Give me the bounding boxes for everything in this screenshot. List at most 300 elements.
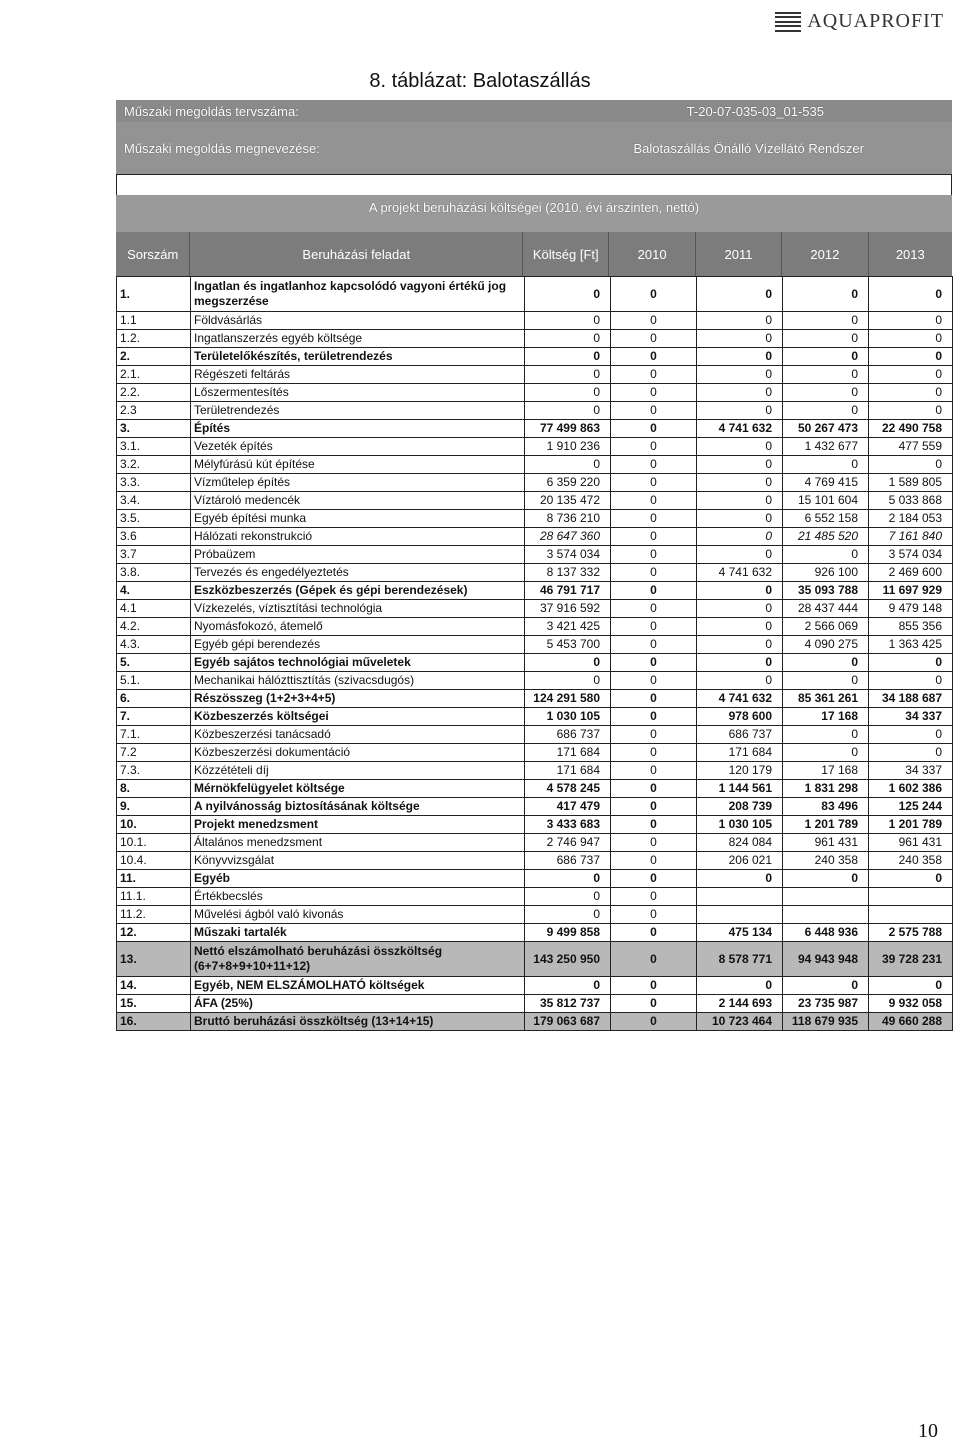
row-number: 7.2: [117, 744, 191, 762]
row-cost: 3 433 683: [525, 816, 611, 834]
row-2012: 1 831 298: [783, 780, 869, 798]
row-task: Egyéb: [191, 870, 525, 888]
row-task: Próbaüzem: [191, 546, 525, 564]
row-2012: 0: [783, 312, 869, 330]
row-task: Hálózati rekonstrukció: [191, 528, 525, 546]
row-2012: 240 358: [783, 852, 869, 870]
row-2012: 961 431: [783, 834, 869, 852]
table-row: [117, 384, 953, 402]
costs-title-bar: [116, 195, 952, 232]
row-task: Projekt menedzsment: [191, 816, 525, 834]
row-number: 1.1: [117, 312, 191, 330]
row-2013: 1 201 789: [869, 816, 953, 834]
row-2011: 208 739: [697, 798, 783, 816]
row-cost: 0: [525, 977, 611, 995]
row-2010: 0: [611, 924, 697, 942]
row-cost: 46 791 717: [525, 582, 611, 600]
row-2012: 4 769 415: [783, 474, 869, 492]
table-row: [117, 564, 953, 582]
table-row: [117, 312, 953, 330]
row-2013: 22 490 758: [869, 420, 953, 438]
row-task: Területrendezés: [191, 402, 525, 420]
row-cost: 124 291 580: [525, 690, 611, 708]
row-2012: 21 485 520: [783, 528, 869, 546]
row-task: Vezeték építés: [191, 438, 525, 456]
row-cost: 0: [525, 672, 611, 690]
row-2011: 4 741 632: [697, 420, 783, 438]
row-2013: 125 244: [869, 798, 953, 816]
table-row: [117, 744, 953, 762]
row-2011: 120 179: [697, 762, 783, 780]
row-2010: 0: [611, 995, 697, 1013]
row-task: Közzétételi díj: [191, 762, 525, 780]
row-task: Bruttó beruházási összköltség (13+14+15): [191, 1013, 525, 1031]
row-2013: 0: [869, 277, 953, 312]
row-2011: 171 684: [697, 744, 783, 762]
row-2010: 0: [611, 942, 697, 977]
row-cost: 3 574 034: [525, 546, 611, 564]
row-cost: 8 736 210: [525, 510, 611, 528]
row-2013: 0: [869, 384, 953, 402]
row-2013: 0: [869, 870, 953, 888]
row-2011: 0: [697, 277, 783, 312]
row-cost: 3 421 425: [525, 618, 611, 636]
row-cost: 0: [525, 312, 611, 330]
row-2010: 0: [611, 726, 697, 744]
row-2013: 855 356: [869, 618, 953, 636]
row-2013: 39 728 231: [869, 942, 953, 977]
row-2011: 4 741 632: [697, 564, 783, 582]
row-task: Mechanikai hálózttisztítás (szivacsdugós): [191, 672, 525, 690]
row-2013: 1 363 425: [869, 636, 953, 654]
row-2013: 0: [869, 402, 953, 420]
row-cost: 4 578 245: [525, 780, 611, 798]
table-row: [117, 816, 953, 834]
row-number: 4.2.: [117, 618, 191, 636]
row-cost: 0: [525, 654, 611, 672]
row-number: 3.4.: [117, 492, 191, 510]
table-row: [117, 330, 953, 348]
row-2013: 1 602 386: [869, 780, 953, 798]
row-2010: 0: [611, 798, 697, 816]
table-row: [117, 924, 953, 942]
row-2013: 961 431: [869, 834, 953, 852]
row-number: 12.: [117, 924, 191, 942]
row-2012: 1 432 677: [783, 438, 869, 456]
table-row: [117, 348, 953, 366]
row-number: 11.1.: [117, 888, 191, 906]
row-2013: 1 589 805: [869, 474, 953, 492]
row-2010: 0: [611, 420, 697, 438]
row-cost: 0: [525, 384, 611, 402]
row-task: Eszközbeszerzés (Gépek és gépi berendezések): [191, 582, 525, 600]
row-number: 4.1: [117, 600, 191, 618]
row-cost: 0: [525, 906, 611, 924]
table-row: [117, 834, 953, 852]
row-task: Tervezés és engedélyeztetés: [191, 564, 525, 582]
row-2012: 17 168: [783, 708, 869, 726]
row-2012: 2 566 069: [783, 618, 869, 636]
page-number: 10: [918, 1420, 938, 1442]
row-task: Művelési ágból való kivonás: [191, 906, 525, 924]
row-task: ÁFA (25%): [191, 995, 525, 1013]
row-2011: 0: [697, 528, 783, 546]
row-2011: 0: [697, 492, 783, 510]
row-2011: 0: [697, 456, 783, 474]
row-2010: 0: [611, 816, 697, 834]
row-2011: 0: [697, 870, 783, 888]
blank-row: [116, 174, 952, 195]
row-2010: 0: [611, 870, 697, 888]
row-number: 10.1.: [117, 834, 191, 852]
table-row: [117, 672, 953, 690]
row-2013: 0: [869, 977, 953, 995]
row-number: 14.: [117, 977, 191, 995]
row-task: Vízműtelep építés: [191, 474, 525, 492]
row-task: Általános menedzsment: [191, 834, 525, 852]
row-2011: 4 741 632: [697, 690, 783, 708]
row-2010: 0: [611, 888, 697, 906]
table-row: [117, 852, 953, 870]
table-row: [117, 708, 953, 726]
row-2012: 35 093 788: [783, 582, 869, 600]
row-task: Közbeszerzési tanácsadó: [191, 726, 525, 744]
row-cost: 1 910 236: [525, 438, 611, 456]
row-number: 3.5.: [117, 510, 191, 528]
row-2012: 17 168: [783, 762, 869, 780]
row-2010: 0: [611, 834, 697, 852]
page-title: 8. táblázat: Balotaszállás: [369, 70, 591, 92]
table-row: [117, 726, 953, 744]
row-2010: 0: [611, 744, 697, 762]
row-cost: 28 647 360: [525, 528, 611, 546]
plan-value: T-20-07-035-03_01-535: [686, 103, 824, 119]
row-number: 5.1.: [117, 672, 191, 690]
row-2013: 0: [869, 312, 953, 330]
row-2013: 34 337: [869, 708, 953, 726]
table-row: [117, 420, 953, 438]
row-2013: 5 033 868: [869, 492, 953, 510]
row-task: Területelőkészítés, területrendezés: [191, 348, 525, 366]
plan-number-bar: [116, 100, 952, 122]
row-cost: 0: [525, 870, 611, 888]
row-number: 15.: [117, 995, 191, 1013]
row-2011: 0: [697, 402, 783, 420]
row-2012: 0: [783, 726, 869, 744]
row-2013: 2 469 600: [869, 564, 953, 582]
row-task: Régészeti feltárás: [191, 366, 525, 384]
col-header-number: Sorszám: [116, 232, 190, 276]
table-row: [117, 762, 953, 780]
row-2011: 206 021: [697, 852, 783, 870]
table-row: [117, 402, 953, 420]
table-row: [117, 546, 953, 564]
row-task: Nettó elszámolható beruházási összköltség (6+7+8+9+10+11+12): [191, 942, 525, 977]
row-2013: 3 574 034: [869, 546, 953, 564]
row-2010: 0: [611, 456, 697, 474]
table-row: [117, 277, 953, 312]
row-2013: 9 479 148: [869, 600, 953, 618]
row-number: 4.: [117, 582, 191, 600]
row-2010: 0: [611, 708, 697, 726]
table-row: [117, 870, 953, 888]
row-2010: 0: [611, 384, 697, 402]
row-2013: 11 697 929: [869, 582, 953, 600]
row-2013: 34 337: [869, 762, 953, 780]
row-task: Ingatlan és ingatlanhoz kapcsolódó vagyoni értékű jog megszerzése: [191, 277, 525, 312]
row-2010: 0: [611, 672, 697, 690]
row-2010: 0: [611, 528, 697, 546]
row-2011: 0: [697, 582, 783, 600]
row-2011: 0: [697, 636, 783, 654]
table-row: [117, 654, 953, 672]
row-2012: 0: [783, 654, 869, 672]
row-2012: 0: [783, 672, 869, 690]
row-number: 10.: [117, 816, 191, 834]
row-2011: 0: [697, 474, 783, 492]
table-row: [117, 366, 953, 384]
row-cost: 1 030 105: [525, 708, 611, 726]
row-task: Értékbecslés: [191, 888, 525, 906]
table-row: [117, 510, 953, 528]
row-cost: 143 250 950: [525, 942, 611, 977]
row-2010: 0: [611, 277, 697, 312]
row-2012: 0: [783, 384, 869, 402]
row-2011: 1 144 561: [697, 780, 783, 798]
row-task: A nyilvánosság biztosításának költsége: [191, 798, 525, 816]
row-2013: 2 575 788: [869, 924, 953, 942]
row-2012: 0: [783, 744, 869, 762]
row-2010: 0: [611, 546, 697, 564]
table-row: [117, 888, 953, 906]
logo-icon: [775, 12, 801, 32]
row-number: 2.: [117, 348, 191, 366]
row-2010: 0: [611, 492, 697, 510]
table-row: [117, 780, 953, 798]
row-2011: 0: [697, 312, 783, 330]
row-cost: 686 737: [525, 726, 611, 744]
row-2012: 28 437 444: [783, 600, 869, 618]
row-task: Részösszeg (1+2+3+4+5): [191, 690, 525, 708]
row-2012: 15 101 604: [783, 492, 869, 510]
row-number: 16.: [117, 1013, 191, 1031]
cost-table: [116, 276, 953, 1031]
col-header-2012: 2012: [782, 232, 868, 276]
row-2012: 0: [783, 366, 869, 384]
row-number: 1.2.: [117, 330, 191, 348]
row-task: Víztároló medencék: [191, 492, 525, 510]
row-2012: 4 090 275: [783, 636, 869, 654]
row-2010: 0: [611, 366, 697, 384]
row-2011: 0: [697, 510, 783, 528]
table-row: [117, 438, 953, 456]
col-header-2013: 2013: [895, 246, 925, 262]
row-number: 3.7: [117, 546, 191, 564]
row-2012: [783, 906, 869, 924]
row-2013: 0: [869, 456, 953, 474]
row-2012: [783, 888, 869, 906]
row-2012: 0: [783, 546, 869, 564]
row-cost: 171 684: [525, 762, 611, 780]
row-2013: 240 358: [869, 852, 953, 870]
row-number: 7.: [117, 708, 191, 726]
row-task: Földvásárlás: [191, 312, 525, 330]
row-2011: 1 030 105: [697, 816, 783, 834]
row-2012: 85 361 261: [783, 690, 869, 708]
row-2012: 0: [783, 277, 869, 312]
row-number: 6.: [117, 690, 191, 708]
table-row: [117, 995, 953, 1013]
row-2010: 0: [611, 618, 697, 636]
row-number: 13.: [117, 942, 191, 977]
row-2011: 8 578 771: [697, 942, 783, 977]
row-2010: 0: [611, 654, 697, 672]
row-2010: 0: [611, 474, 697, 492]
table-row: [117, 798, 953, 816]
plan-label: Műszaki megoldás tervszáma:: [124, 103, 299, 119]
row-2012: 0: [783, 977, 869, 995]
brand-logo: [775, 10, 944, 33]
row-task: Közbeszerzési dokumentáció: [191, 744, 525, 762]
row-task: Műszaki tartalék: [191, 924, 525, 942]
row-2012: 0: [783, 870, 869, 888]
row-2012: 6 552 158: [783, 510, 869, 528]
row-2011: 0: [697, 977, 783, 995]
row-task: Egyéb gépi berendezés: [191, 636, 525, 654]
row-cost: 20 135 472: [525, 492, 611, 510]
row-2013: 0: [869, 348, 953, 366]
table-row: [117, 474, 953, 492]
table-row: [117, 942, 953, 977]
row-2010: 0: [611, 852, 697, 870]
row-2012: 83 496: [783, 798, 869, 816]
row-2013: 0: [869, 726, 953, 744]
row-2012: 1 201 789: [783, 816, 869, 834]
row-2012: 0: [783, 456, 869, 474]
row-2011: 0: [697, 618, 783, 636]
column-header-row: [116, 232, 952, 276]
row-2010: 0: [611, 906, 697, 924]
row-2011: 0: [697, 600, 783, 618]
row-number: 2.1.: [117, 366, 191, 384]
table-row: [117, 1013, 953, 1031]
row-2010: 0: [611, 780, 697, 798]
table-row: [117, 977, 953, 995]
row-2013: [869, 906, 953, 924]
row-2012: 0: [783, 402, 869, 420]
row-2010: 0: [611, 1013, 697, 1031]
row-2013: 49 660 288: [869, 1013, 953, 1031]
row-number: 3.: [117, 420, 191, 438]
row-2010: 0: [611, 510, 697, 528]
row-number: 3.8.: [117, 564, 191, 582]
row-2011: 0: [697, 654, 783, 672]
row-cost: 0: [525, 330, 611, 348]
row-2013: 9 932 058: [869, 995, 953, 1013]
row-cost: 8 137 332: [525, 564, 611, 582]
row-2013: 0: [869, 672, 953, 690]
row-number: 4.3.: [117, 636, 191, 654]
row-cost: 0: [525, 277, 611, 312]
row-cost: 686 737: [525, 852, 611, 870]
col-header-cost: Költség [Ft]: [523, 232, 609, 276]
row-2011: 2 144 693: [697, 995, 783, 1013]
row-number: 3.3.: [117, 474, 191, 492]
row-2012: 0: [783, 330, 869, 348]
table-row: [117, 456, 953, 474]
row-2011: 824 084: [697, 834, 783, 852]
row-2011: 0: [697, 366, 783, 384]
row-2011: [697, 906, 783, 924]
row-2013: 477 559: [869, 438, 953, 456]
row-2010: 0: [611, 402, 697, 420]
brand-name: AQUAPROFIT: [807, 10, 944, 32]
row-cost: 9 499 858: [525, 924, 611, 942]
row-2013: 0: [869, 366, 953, 384]
row-2011: 10 723 464: [697, 1013, 783, 1031]
row-2011: [697, 888, 783, 906]
col-header-2011: 2011: [696, 232, 782, 276]
row-cost: 0: [525, 402, 611, 420]
row-cost: 0: [525, 348, 611, 366]
row-task: Lőszermentesítés: [191, 384, 525, 402]
row-2011: 686 737: [697, 726, 783, 744]
row-cost: 0: [525, 366, 611, 384]
row-2013: 34 188 687: [869, 690, 953, 708]
row-cost: 0: [525, 456, 611, 474]
row-2010: 0: [611, 762, 697, 780]
solution-name-value: Balotaszállás Önálló Vízellátó Rendszer: [633, 140, 864, 156]
row-2013: 2 184 053: [869, 510, 953, 528]
row-task: Közbeszerzés költségei: [191, 708, 525, 726]
row-number: 3.2.: [117, 456, 191, 474]
row-2013: 0: [869, 744, 953, 762]
row-2012: 6 448 936: [783, 924, 869, 942]
row-2013: 0: [869, 654, 953, 672]
row-task: Egyéb sajátos technológiai műveletek: [191, 654, 525, 672]
table-row: [117, 618, 953, 636]
row-cost: 35 812 737: [525, 995, 611, 1013]
row-2010: 0: [611, 438, 697, 456]
row-2012: 50 267 473: [783, 420, 869, 438]
row-number: 8.: [117, 780, 191, 798]
row-number: 10.4.: [117, 852, 191, 870]
row-cost: 77 499 863: [525, 420, 611, 438]
row-2012: 23 735 987: [783, 995, 869, 1013]
row-cost: 179 063 687: [525, 1013, 611, 1031]
row-number: 1.: [117, 277, 191, 312]
table-row: [117, 690, 953, 708]
row-number: 5.: [117, 654, 191, 672]
row-number: 3.1.: [117, 438, 191, 456]
col-header-2010: 2010: [609, 232, 695, 276]
row-cost: 171 684: [525, 744, 611, 762]
row-task: Nyomásfokozó, átemelő: [191, 618, 525, 636]
row-2010: 0: [611, 636, 697, 654]
row-number: 7.3.: [117, 762, 191, 780]
row-2011: 978 600: [697, 708, 783, 726]
row-2010: 0: [611, 582, 697, 600]
row-number: 3.6: [117, 528, 191, 546]
table-row: [117, 636, 953, 654]
row-task: Vízkezelés, víztisztítási technológia: [191, 600, 525, 618]
row-2011: 0: [697, 384, 783, 402]
row-task: Egyéb, NEM ELSZÁMOLHATÓ költségek: [191, 977, 525, 995]
row-2012: 94 943 948: [783, 942, 869, 977]
row-number: 11.: [117, 870, 191, 888]
row-task: Ingatlanszerzés egyéb költsége: [191, 330, 525, 348]
row-2010: 0: [611, 330, 697, 348]
